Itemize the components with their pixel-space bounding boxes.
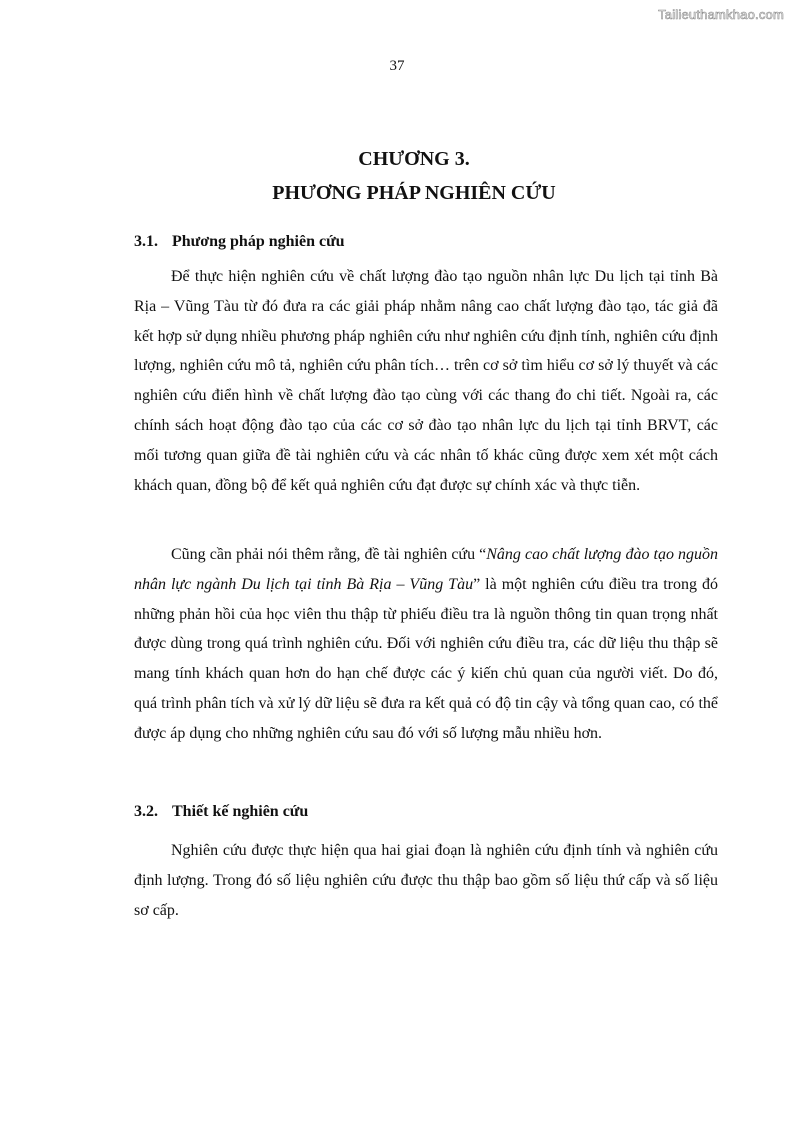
chapter-subtitle: PHƯƠNG PHÁP NGHIÊN CỨU [272,182,556,204]
research-title-italic: Nâng cao chất lượng đào tạo nguồn nhân lực ngành Du lịch tại tỉnh Bà Rịa – Vũng Tàu [134,546,718,593]
section-heading-3-2 [134,803,308,821]
paragraph-text-before: Cũng cần phải nói thêm rằng, đề tài nghiên cứu “ [171,546,487,563]
watermark: Tailieuthamkhao.com [658,7,784,22]
page-number: 37 [389,58,405,74]
section-title: Thiết kế nghiên cứu [172,803,309,820]
section-number: 3.2. [134,803,158,820]
section-heading-3-1 [134,233,345,251]
chapter-title: CHƯƠNG 3. [358,148,470,170]
paragraph-text-after: ” là một nghiên cứu điều tra trong đó những phản hồi của học viên thu thập từ phiếu điều tra là nguồn thông tin quan trọng nhất được dùng trong quá trình nghiên cứu. Đối với nghiên cứu điều tra, các dữ liệu thu thập sẽ mang tính khách quan hơn do hạn chế được các ý kiến chủ quan của người viết. Do đó, quá trình phân tích và xử lý dữ liệu sẽ đưa ra kết quả có độ tin cậy và tổng quan cao, có thể được áp dụng cho những nghiên cứu sau đó với số lượng mẫu nhiều hơn. [134,575,718,742]
paragraph-3-1-2 [134,540,718,749]
section-number: 3.1. [134,233,158,250]
section-title: Phương pháp nghiên cứu [172,233,345,250]
paragraph-3-1-1: Để thực hiện nghiên cứu về chất lượng đào tạo nguồn nhân lực Du lịch tại tỉnh Bà Rịa – Vũng Tàu từ đó đưa ra các giải pháp nhằm nâng cao chất lượng đào tạo, tác giả đã kết hợp sử dụng nhiều phương pháp nghiên cứu như nghiên cứu định tính, nghiên cứu định lượng, nghiên cứu mô tả, nghiên cứu phân tích… trên cơ sở tìm hiểu cơ sở lý thuyết và các nghiên cứu điển hình về chất lượng đào tạo cùng với các thang đo chi tiết. Ngoài ra, các chính sách hoạt động đào tạo của các cơ sở đào tạo nhân lực du lịch tại tỉnh BRVT, các mối tương quan giữa đề tài nghiên cứu và các nhân tố khác cũng được xem xét một cách khách quan, đồng bộ để kết quả nghiên cứu đạt được sự chính xác và thực tiễn. [134,268,718,494]
paragraph-3-2-1: Nghiên cứu được thực hiện qua hai giai đoạn là nghiên cứu định tính và nghiên cứu định lượng. Trong đó số liệu nghiên cứu được thu thập bao gồm số liệu thứ cấp và số liệu sơ cấp. [134,842,718,919]
